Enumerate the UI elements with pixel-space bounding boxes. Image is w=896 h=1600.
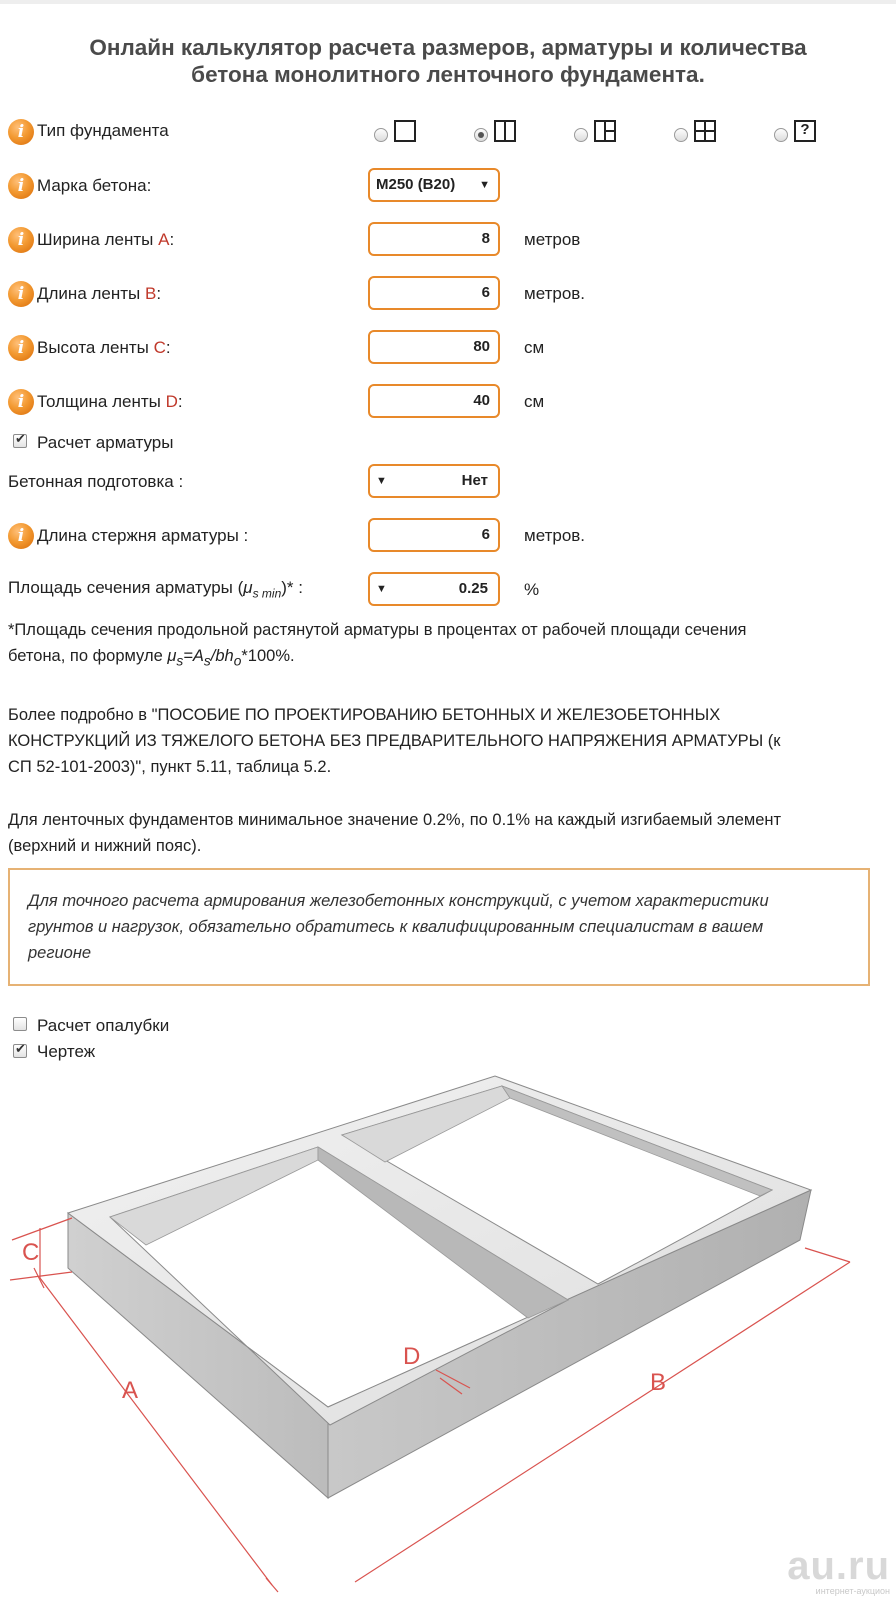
page-title-line2: бетона монолитного ленточного фундамента.	[191, 62, 705, 87]
minimum-value-paragraph	[8, 807, 878, 859]
row-rebar-area	[0, 570, 896, 610]
info-icon[interactable]: i	[8, 389, 34, 415]
radio-type-cross[interactable]	[674, 128, 688, 142]
row-rod-length	[0, 516, 896, 556]
length-label: Длина ленты B:	[37, 284, 162, 303]
concrete-prep-label: Бетонная подготовка :	[8, 472, 184, 491]
chevron-down-icon: ▼	[376, 475, 387, 487]
dim-label-a: A	[122, 1377, 139, 1404]
note-line2: грунтов и нагрузок, обязательно обратитесь к квалифицированным специалистам в вашем	[28, 918, 764, 936]
rod-length-label: Длина стержня арматуры :	[37, 526, 249, 545]
rebar-calc-label: Расчет арматуры	[37, 433, 174, 452]
row-foundation-type	[0, 112, 896, 152]
rebar-area-label: Площадь сечения арматуры $(\mu_{s min})*$ :	[8, 578, 303, 601]
inner-wall-right-side	[502, 1086, 772, 1196]
watermark	[787, 1546, 890, 1596]
page-title-line1: Онлайн калькулятор расчета размеров, арматуры и количества	[89, 35, 807, 60]
info-icon[interactable]: i	[8, 523, 34, 549]
reference-line2: КОНСТРУКЦИЙ ИЗ ТЯЖЕЛОГО БЕТОНА БЕЗ ПРЕДВАРИТЕЛЬНОГО НАПРЯЖЕНИЯ АРМАТУРЫ (к	[8, 732, 781, 750]
thickness-input[interactable]: 40	[368, 384, 500, 418]
radio-type-single[interactable]	[374, 128, 388, 142]
dim-tick-a-start	[34, 1268, 44, 1288]
drawing-label: Чертеж	[37, 1042, 96, 1061]
dim-c-top	[12, 1218, 72, 1240]
dim-label-b: B	[650, 1369, 667, 1396]
concrete-prep-select[interactable]	[368, 464, 500, 498]
info-icon[interactable]: i	[8, 119, 34, 145]
minimum-line2: (верхний и нижний пояс).	[8, 837, 202, 855]
radio-type-two-partitions[interactable]	[574, 128, 588, 142]
chevron-down-icon: ▼	[376, 583, 387, 595]
foundation-custom-icon	[794, 120, 816, 142]
foundation-drawing	[0, 1060, 896, 1600]
concrete-grade-label: Марка бетона:	[37, 176, 152, 195]
rebar-area-unit: %	[524, 580, 540, 599]
width-unit: метров	[524, 230, 581, 249]
row-height	[0, 328, 896, 368]
thickness-label: Толщина ленты D:	[37, 392, 183, 411]
height-label: Высота ленты C:	[37, 338, 171, 357]
rebar-area-value: 0.25	[458, 580, 488, 597]
formula-note	[8, 617, 878, 674]
inner-wall-partition	[318, 1147, 568, 1318]
dim-label-d: D	[403, 1343, 421, 1370]
watermark-brand: au.ru	[787, 1544, 890, 1588]
row-concrete-grade	[0, 166, 896, 206]
rebar-calc-checkbox[interactable]	[13, 434, 27, 448]
width-input[interactable]: 8	[368, 222, 500, 256]
reference-line3: СП 52-101-2003)", пункт 5.11, таблица 5.2.	[8, 758, 332, 776]
height-input[interactable]: 80	[368, 330, 500, 364]
concrete-grade-value: М250 (В20)	[376, 176, 456, 193]
dim-tick-b-end	[805, 1248, 850, 1262]
rebar-area-select[interactable]	[368, 572, 500, 606]
rod-length-unit: метров.	[524, 526, 586, 545]
radio-type-custom[interactable]	[774, 128, 788, 142]
length-unit: метров.	[524, 284, 586, 303]
reference-line1: Более подробно в "ПОСОБИЕ ПО ПРОЕКТИРОВАНИЮ БЕТОННЫХ И ЖЕЛЕЗОБЕТОННЫХ	[8, 706, 721, 724]
chevron-down-icon: ▼	[479, 179, 490, 191]
row-thickness	[0, 382, 896, 422]
formwork-calc-label: Расчет опалубки	[37, 1016, 170, 1035]
row-width	[0, 220, 896, 260]
front-right-face	[328, 1190, 811, 1498]
formula-note-line1: *Площадь сечения продольной растянутой арматуры в процентах от рабочей площади сечения	[8, 621, 747, 639]
dim-tick-a-end	[266, 1578, 278, 1592]
thickness-unit: см	[524, 392, 545, 411]
length-input[interactable]: 6	[368, 276, 500, 310]
info-icon[interactable]: i	[8, 281, 34, 307]
rod-length-input[interactable]: 6	[368, 518, 500, 552]
foundation-type-label: Тип фундамента	[37, 121, 169, 140]
foundation-two-partitions-icon	[594, 120, 616, 142]
formwork-calc-checkbox[interactable]	[13, 1017, 27, 1031]
info-icon[interactable]: i	[8, 173, 34, 199]
foundation-one-partition-icon	[494, 120, 516, 142]
concrete-grade-select[interactable]	[368, 168, 500, 202]
info-icon[interactable]: i	[8, 335, 34, 361]
note-line3: регионе	[28, 944, 92, 962]
foundation-single-icon	[394, 120, 416, 142]
width-label: Ширина ленты A:	[37, 230, 175, 249]
reference-paragraph	[8, 702, 878, 780]
specialist-note-box	[8, 868, 870, 986]
dim-label-c: C	[22, 1239, 40, 1266]
radio-type-one-partition[interactable]	[474, 128, 488, 142]
concrete-prep-value: Нет	[461, 472, 488, 489]
front-left-face	[68, 1213, 328, 1498]
height-unit: см	[524, 338, 545, 357]
row-length	[0, 274, 896, 314]
foundation-cross-icon	[694, 120, 716, 142]
row-concrete-prep	[0, 462, 896, 502]
drawing-checkbox[interactable]	[13, 1044, 27, 1058]
top-border	[0, 0, 896, 4]
note-line1: Для точного расчета армирования железобетонных конструкций, с учетом характеристики	[28, 892, 769, 910]
minimum-line1: Для ленточных фундаментов минимальное значение 0.2%, по 0.1% на каждый изгибаемый элемент	[8, 811, 782, 829]
info-icon[interactable]: i	[8, 227, 34, 253]
formula-note-line2: бетона, по формуле $\mu_s=A_s/bh_o*100\%$.	[8, 647, 295, 669]
question-glyph: ?	[800, 121, 810, 138]
watermark-sub: интернет-аукцион	[815, 1586, 890, 1596]
page-title	[0, 34, 896, 88]
